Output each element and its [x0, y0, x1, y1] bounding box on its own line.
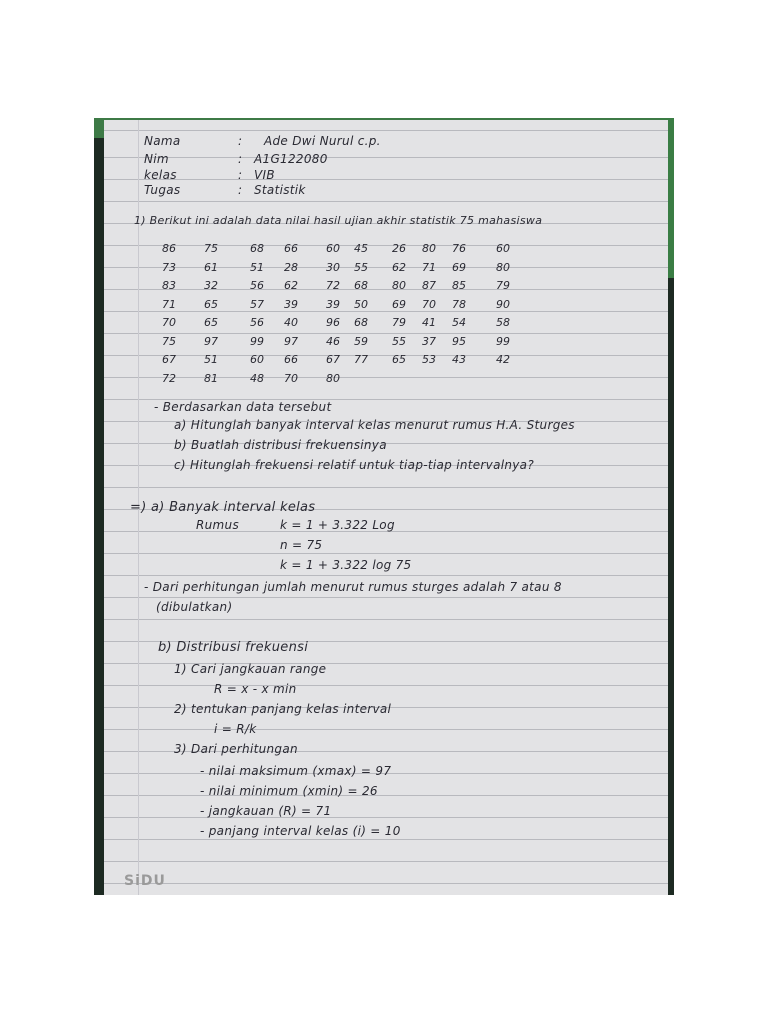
- data-value: 73: [162, 260, 176, 274]
- nama-value: Ade Dwi Nurul c.p.: [264, 134, 381, 148]
- answer-b-title: b) Distribusi frekuensi: [158, 640, 309, 655]
- data-value: 79: [392, 316, 406, 329]
- data-value: 68: [354, 279, 368, 292]
- formula-2: n = 75: [280, 538, 323, 552]
- kelas-value: VIB: [254, 168, 275, 182]
- data-value: 90: [496, 297, 510, 311]
- data-value: 62: [284, 279, 298, 292]
- data-value: 71: [162, 297, 176, 311]
- tugas-label: Tugas: [144, 183, 181, 197]
- document-photo: [94, 118, 674, 895]
- data-value: 68: [250, 242, 264, 255]
- task-c: c) Hitunglah frekuensi relatif untuk tiap-tiap intervalnya?: [174, 458, 534, 472]
- data-value: 99: [496, 334, 510, 348]
- nama-label: Nama: [144, 134, 181, 148]
- conclusion-line-1: - Dari perhitungan jumlah menurut rumus sturges adalah 7 atau 8: [144, 580, 562, 594]
- nim-value: A1G122080: [254, 152, 328, 166]
- data-value: 51: [250, 260, 264, 274]
- data-value: 99: [250, 334, 264, 348]
- data-value: 80: [326, 371, 340, 385]
- data-value: 51: [204, 353, 218, 366]
- data-value: 56: [250, 279, 264, 292]
- watermark-logo: SiDU: [124, 873, 166, 889]
- data-value: 41: [422, 316, 436, 329]
- data-value: 56: [250, 316, 264, 329]
- formula-1: k = 1 + 3.322 Log: [280, 518, 395, 532]
- kelas-label: kelas: [144, 168, 177, 182]
- data-value: 60: [496, 242, 510, 255]
- data-value: 95: [452, 334, 466, 348]
- nim-label: Nim: [144, 152, 169, 166]
- data-value: 75: [162, 334, 176, 348]
- data-value: 42: [496, 353, 510, 366]
- data-value: 58: [496, 316, 510, 329]
- data-value: 72: [162, 371, 176, 385]
- data-value: 30: [326, 260, 340, 274]
- data-value: 65: [392, 353, 406, 366]
- data-value: 69: [452, 260, 466, 274]
- colon: :: [238, 152, 243, 166]
- data-value: 72: [326, 279, 340, 292]
- data-value: 43: [452, 353, 466, 366]
- tugas-value: Statistik: [254, 183, 306, 197]
- data-value: 60: [326, 242, 340, 255]
- data-value: 46: [326, 334, 340, 348]
- colon: :: [238, 168, 243, 182]
- data-value: 50: [354, 297, 368, 311]
- data-value: 65: [204, 316, 218, 329]
- data-value: 80: [496, 260, 510, 274]
- task-a: a) Hitunglah banyak interval kelas menurut rumus H.A. Sturges: [174, 418, 575, 432]
- data-value: 60: [250, 353, 264, 366]
- question-text: 1) Berikut ini adalah data nilai hasil ujian akhir statistik 75 mahasiswa: [134, 214, 543, 227]
- task-intro: - Berdasarkan data tersebut: [154, 400, 332, 414]
- data-value: 48: [250, 371, 264, 385]
- conclusion-line-2: (dibulatkan): [156, 600, 233, 614]
- step-1: 1) Cari jangkauan range: [174, 662, 327, 676]
- data-value: 61: [204, 260, 218, 274]
- data-value: 69: [392, 297, 406, 311]
- data-value: 78: [452, 297, 466, 311]
- panjang-interval: - panjang interval kelas (i) = 10: [200, 824, 401, 838]
- data-value: 81: [204, 371, 218, 385]
- data-value: 80: [392, 279, 406, 292]
- data-value: 26: [392, 242, 406, 255]
- data-value: 40: [284, 316, 298, 329]
- data-value: 96: [326, 316, 340, 329]
- nilai-maksimum: - nilai maksimum (xmax) = 97: [200, 764, 392, 778]
- data-value: 59: [354, 334, 368, 348]
- data-value: 53: [422, 353, 436, 366]
- nilai-minimum: - nilai minimum (xmin) = 26: [200, 784, 378, 798]
- task-b: b) Buatlah distribusi frekuensinya: [174, 438, 387, 452]
- step-1-formula: R = x - x min: [214, 682, 297, 696]
- data-value: 70: [162, 316, 176, 329]
- notebook-page: [104, 120, 668, 895]
- rumus-label: Rumus: [196, 518, 239, 532]
- data-value: 83: [162, 279, 176, 292]
- data-value: 87: [422, 279, 436, 292]
- data-value: 68: [354, 316, 368, 329]
- data-value: 37: [422, 334, 436, 348]
- data-value: 86: [162, 242, 176, 255]
- step-2-formula: i = R/k: [214, 722, 257, 736]
- colon: :: [238, 183, 243, 197]
- data-value: 70: [422, 297, 436, 311]
- data-value: 97: [204, 334, 218, 348]
- data-value: 57: [250, 297, 264, 311]
- data-value: 28: [284, 260, 298, 274]
- data-value: 79: [496, 279, 510, 292]
- step-2: 2) tentukan panjang kelas interval: [174, 702, 392, 716]
- formula-3: k = 1 + 3.322 log 75: [280, 558, 412, 572]
- data-value: 45: [354, 242, 368, 255]
- step-3: 3) Dari perhitungan: [174, 742, 298, 756]
- data-value: 62: [392, 260, 406, 274]
- data-value: 80: [422, 242, 436, 255]
- jangkauan: - jangkauan (R) = 71: [200, 804, 332, 818]
- data-value: 76: [452, 242, 466, 255]
- data-value: 55: [392, 334, 406, 348]
- data-value: 66: [284, 242, 298, 255]
- data-value: 67: [326, 353, 340, 366]
- data-value: 85: [452, 279, 466, 292]
- answer-a-title: =) a) Banyak interval kelas: [130, 500, 316, 515]
- data-value: 66: [284, 353, 298, 366]
- data-value: 54: [452, 316, 466, 329]
- data-value: 70: [284, 371, 298, 385]
- data-value: 55: [354, 260, 368, 274]
- data-value: 75: [204, 242, 218, 255]
- data-value: 97: [284, 334, 298, 348]
- data-value: 65: [204, 297, 218, 311]
- data-value: 39: [284, 297, 298, 311]
- data-value: 32: [204, 279, 218, 292]
- data-value: 39: [326, 297, 340, 311]
- data-value: 71: [422, 260, 436, 274]
- colon: :: [238, 134, 243, 148]
- data-value: 67: [162, 353, 176, 366]
- data-value: 77: [354, 353, 368, 366]
